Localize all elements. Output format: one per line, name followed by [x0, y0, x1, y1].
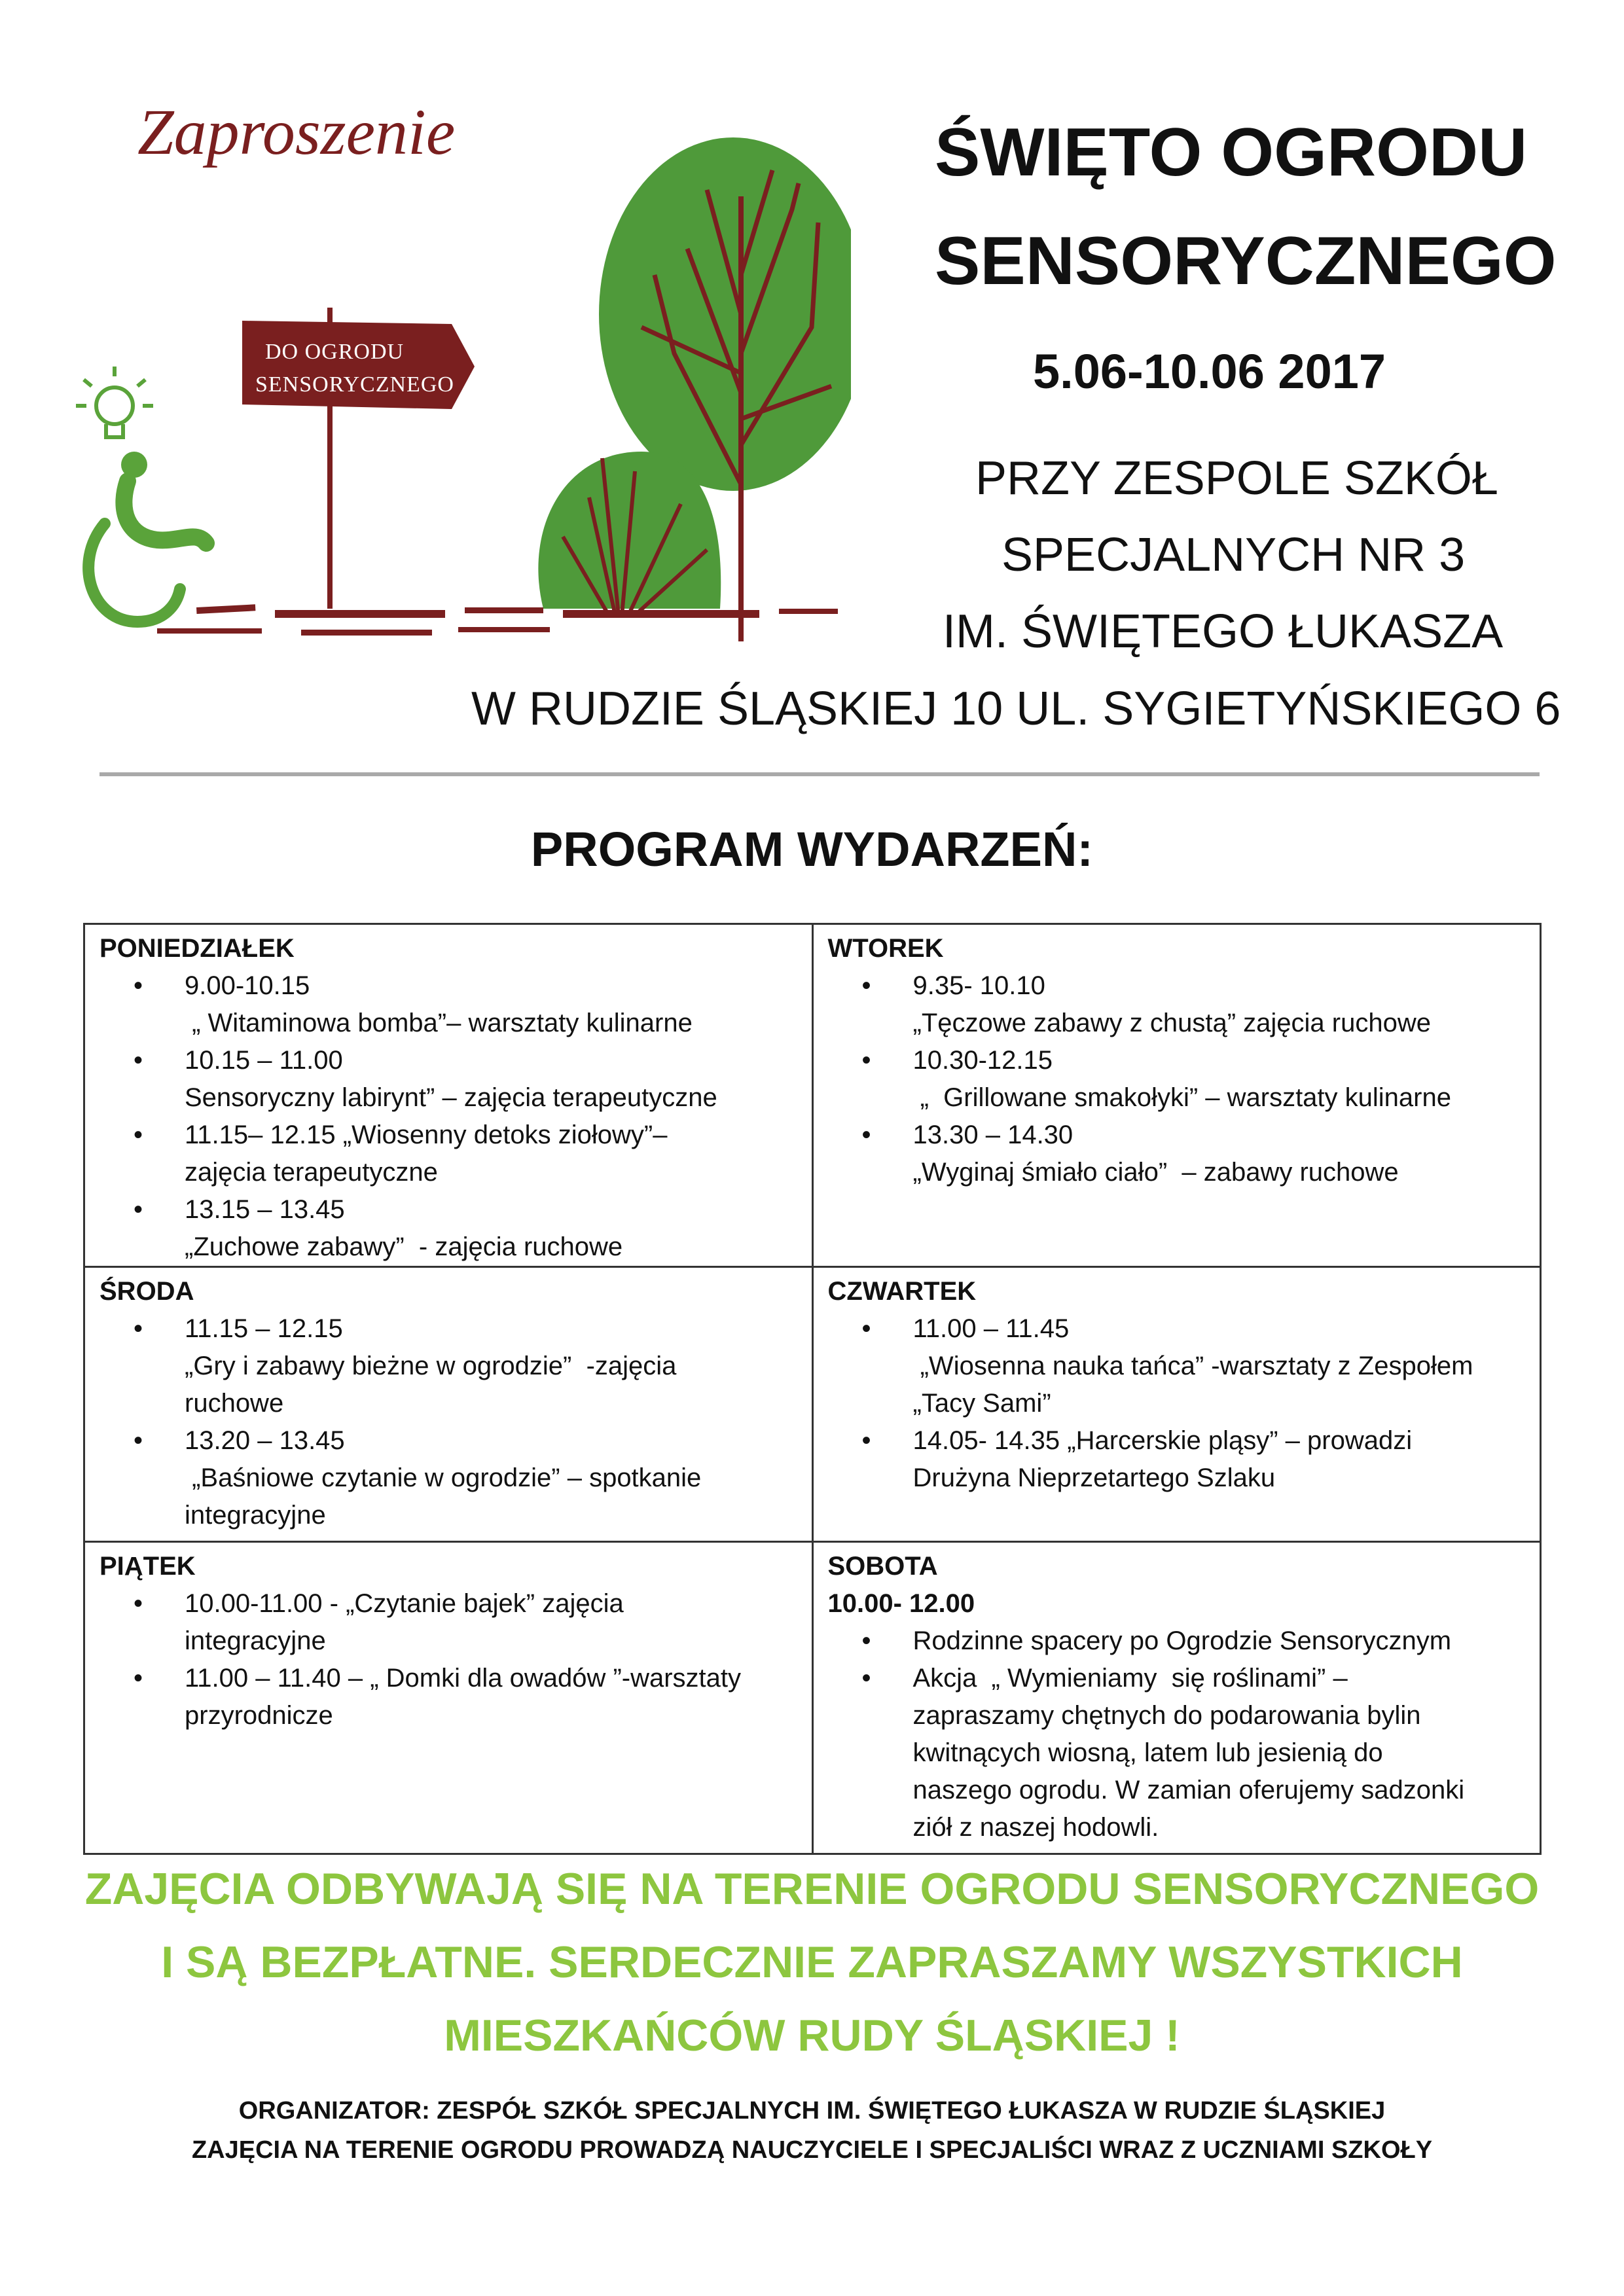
event-text: • 11.15 – 12.15	[185, 1314, 343, 1343]
event-text: zapraszamy chętnych do podarowania bylin	[912, 1701, 1421, 1730]
list-item	[913, 967, 1527, 1042]
day-cell-thursday	[812, 1267, 1541, 1542]
event-title-line1: ŚWIĘTO OGRODU	[935, 115, 1528, 190]
event-text: przyrodnicze	[185, 1701, 333, 1730]
event-text: • 10.00-11.00 - „Czytanie bajek” zajęcia	[185, 1589, 624, 1618]
list-item	[185, 1310, 799, 1422]
list-item	[913, 1042, 1527, 1117]
day-cell-monday	[84, 924, 813, 1267]
ground	[157, 604, 838, 636]
event-text: • 11.00 – 11.40 – „ Domki dla owadów ”-warsztaty	[185, 1664, 742, 1693]
table-row	[84, 1542, 1541, 1854]
day-name: WTOREK	[827, 934, 944, 963]
event-text: • 10.15 – 11.00	[185, 1046, 343, 1075]
table-row	[84, 924, 1541, 1267]
divider	[99, 772, 1540, 776]
event-text: ruchowe	[185, 1389, 284, 1418]
day-name: ŚRODA	[99, 1277, 194, 1306]
day-cell-friday	[84, 1542, 813, 1854]
sign-text-line2: SENSORYCZNEGO	[255, 372, 454, 397]
event-text: „ Grillowane smakołyki” – warsztaty kulinarne	[912, 1083, 1451, 1112]
event-text: integracyjne	[185, 1501, 326, 1530]
venue-line2: SPECJALNYCH NR 3	[1001, 529, 1466, 581]
invitation-illustration	[65, 79, 851, 655]
event-text: zajęcia terapeutyczne	[185, 1158, 438, 1187]
list-item	[913, 1117, 1527, 1191]
table-row	[84, 1267, 1541, 1542]
event-text: „Zuchowe zabawy” - zajęcia ruchowe	[185, 1232, 623, 1261]
footer	[0, 2091, 1624, 2170]
event-text: „Tęczowe zabawy z chustą” zajęcia ruchowe	[912, 1009, 1431, 1037]
event-text: • 10.30-12.15	[912, 1046, 1053, 1075]
list-item	[185, 1660, 799, 1734]
organizer-line: ORGANIZATOR: ZESPÓŁ SZKÓŁ SPECJALNYCH IM. ŚWIĘTEGO ŁUKASZA W RUDZIE ŚLĄSKIEJ	[238, 2097, 1386, 2125]
list-item	[185, 967, 799, 1042]
closing-line1: ZAJĘCIA ODBYWAJĄ SIĘ NA TERENIE OGRODU SENSORYCZNEGO	[84, 1864, 1540, 1914]
venue-line3: IM. ŚWIĘTEGO ŁUKASZA	[943, 605, 1504, 658]
list-item	[185, 1042, 799, 1117]
closing-message	[0, 1852, 1624, 2072]
schedule-table	[83, 923, 1542, 1855]
venue-line1: PRZY ZESPOLE SZKÓŁ	[975, 452, 1498, 505]
event-text: ziół z naszej hodowli.	[912, 1813, 1159, 1842]
event-text: Drużyna Nieprzetartego Szlaku	[912, 1463, 1276, 1492]
event-header	[851, 98, 1571, 315]
day-cell-tuesday	[812, 924, 1541, 1267]
invitation-heading: Zaproszenie	[137, 96, 456, 168]
event-text: „Wyginaj śmiało ciało” – zabawy ruchowe	[912, 1158, 1399, 1187]
event-text: naszego ogrodu. W zamian oferujemy sadzonki	[912, 1776, 1465, 1804]
event-list	[828, 1310, 1527, 1497]
day-cell-saturday	[812, 1542, 1541, 1854]
list-item	[913, 1623, 1527, 1660]
event-text: „ Witaminowa bomba”– warsztaty kulinarne	[185, 1009, 693, 1037]
event-text: „Gry i zabawy bieżne w ogrodzie” -zajęcia	[185, 1352, 677, 1380]
day-name: SOBOTA	[827, 1552, 938, 1581]
event-text: kwitnących wiosną, latem lub jesienią do	[912, 1738, 1383, 1767]
program-heading: PROGRAM WYDARZEŃ:	[530, 822, 1094, 876]
signpost	[242, 308, 475, 609]
event-text: „Wiosenna nauka tańca” -warsztaty z Zespołem	[912, 1352, 1473, 1380]
event-text: • Akcja „ Wymieniamy się roślinami” –	[912, 1664, 1348, 1693]
garden-illustration	[65, 79, 851, 655]
event-list	[99, 1585, 799, 1734]
list-item	[185, 1191, 799, 1266]
list-item	[185, 1585, 799, 1660]
event-text: • 11.15– 12.15 „Wiosenny detoks ziołowy”–	[185, 1121, 668, 1149]
day-name: PONIEDZIAŁEK	[99, 934, 295, 963]
event-list	[99, 1310, 799, 1534]
event-list	[828, 1623, 1527, 1846]
event-text: • 9.00-10.15	[185, 971, 310, 1000]
event-text: Sensoryczny labirynt” – zajęcia terapeutyczne	[185, 1083, 717, 1112]
list-item	[913, 1422, 1527, 1497]
day-cell-wednesday	[84, 1267, 813, 1542]
sign-text-line1: DO OGRODU	[265, 340, 405, 364]
list-item	[185, 1422, 799, 1534]
closing-line2: I SĄ BEZPŁATNE. SERDECZNIE ZAPRASZAMY WSZYSTKICH	[161, 1937, 1463, 1987]
list-item	[913, 1660, 1527, 1846]
lightbulb-icon	[76, 367, 153, 437]
event-text: • 14.05- 14.35 „Harcerskie pląsy” – prowadzi	[912, 1426, 1413, 1455]
event-text: • 13.30 – 14.30	[912, 1121, 1074, 1149]
teachers-line: ZAJĘCIA NA TERENIE OGRODU PROWADZĄ NAUCZYCIELE I SPECJALIŚCI WRAZ Z UCZNIAMI SZKOŁY	[191, 2136, 1433, 2164]
event-text: • 9.35- 10.10	[912, 971, 1045, 1000]
list-item	[185, 1117, 799, 1191]
day-name: CZWARTEK	[827, 1277, 977, 1306]
event-list	[828, 967, 1527, 1191]
day-time: 10.00- 12.00	[827, 1589, 975, 1618]
event-list	[99, 967, 799, 1266]
event-text: • 13.20 – 13.45	[185, 1426, 345, 1455]
venue-line4: W RUDZIE ŚLĄSKIEJ 10 UL. SYGIETYŃSKIEGO 6	[471, 683, 1561, 735]
accessibility-icon	[88, 452, 206, 622]
list-item	[913, 1310, 1527, 1422]
event-text: integracyjne	[185, 1626, 326, 1655]
event-text: „Baśniowe czytanie w ogrodzie” – spotkanie	[185, 1463, 702, 1492]
event-text: „Tacy Sami”	[912, 1389, 1051, 1418]
event-title-line2: SENSORYCZNEGO	[935, 223, 1557, 299]
event-text: • 11.00 – 11.45	[912, 1314, 1070, 1343]
event-text: • Rodzinne spacery po Ogrodzie Sensorycznym	[912, 1626, 1452, 1655]
event-dates: 5.06-10.06 2017	[1033, 344, 1386, 399]
event-text: • 13.15 – 13.45	[185, 1195, 345, 1224]
closing-line3: MIESZKAŃCÓW RUDY ŚLĄSKIEJ !	[444, 2011, 1180, 2060]
day-name: PIĄTEK	[99, 1552, 196, 1581]
